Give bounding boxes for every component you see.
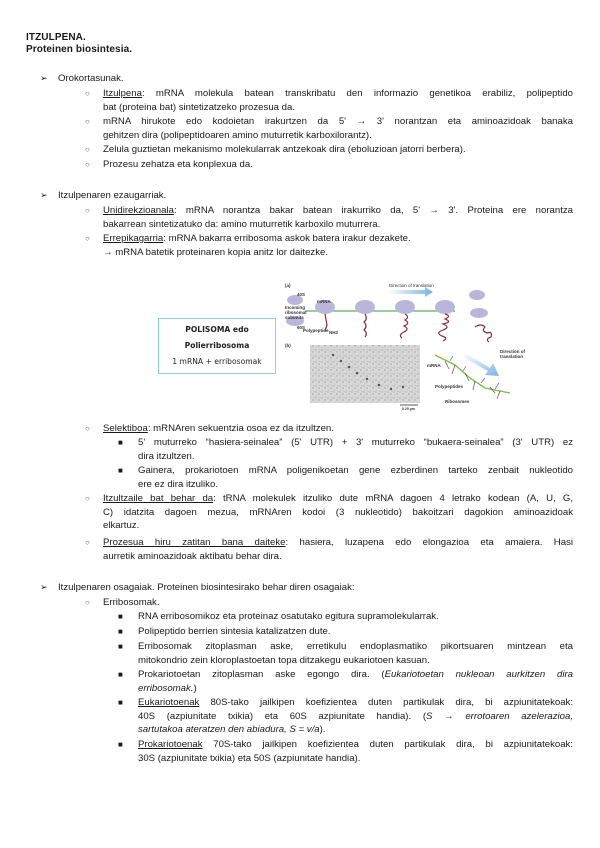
circle-bullet-icon: ○	[85, 234, 90, 243]
term: Errepikagarria	[103, 233, 164, 244]
term: Eukariotoenak	[138, 697, 200, 708]
sub-list-item: ■ 5' muturreko “hasiera-seinalea” (5' UTR) + 3' muturreko “bukaera-seinalea” (3' UTR) ez dira itzultzen.	[118, 437, 573, 462]
document-title: ITZULPENA.	[26, 32, 86, 43]
list-item: ○ mRNA hirukote edo kodoietan irakurtzen da 5' → 3' norantzan eta aminoazidoak banaka gehitzen dira (polipeptidoaren amino muturretik karboxilorantz).	[85, 116, 573, 141]
list-item: ○ Errepikagarria: mRNA bakarra erribosoma askok batera irakur dezakete. → mRNA batetik proteinaren kopia anitz lor daitezke.	[85, 233, 411, 258]
square-bullet-icon: ■	[118, 466, 123, 475]
circle-bullet-icon: ○	[85, 160, 90, 169]
circle-bullet-icon: ○	[85, 89, 90, 98]
square-bullet-icon: ■	[118, 612, 123, 621]
polisoma-callout-box: POLISOMA edo Polierribosoma 1 mRNA + erribosomak	[158, 318, 276, 374]
sub-list-item: ■ Erribosomak zitoplasman aske, erretikulu endoplasmatiko pikortsuaren mintzean eta mitokondrio zein kloroplastoetan topa ditzakegu eukariotoen kasuan.	[118, 641, 573, 666]
sub-list-item: ■ RNA erribosomikoz eta proteinaz osatutako egitura supramolekularrak.	[118, 611, 439, 622]
arrowhead-bullet-icon: ➢	[40, 190, 48, 200]
list-item: ○ Zelula guztietan mekanismo molekularrak antzekoak dira (eboluzioan jatorri berbera).	[85, 144, 466, 155]
circle-bullet-icon: ○	[85, 145, 90, 154]
square-bullet-icon: ■	[118, 740, 123, 749]
term: Prozesua hiru zatitan bana daiteke	[103, 537, 286, 548]
list-item: ○ Selektiboa: mRNAren sekuentzia osoa ez da itzultzen.	[85, 423, 334, 434]
term: Itzulpena	[103, 88, 142, 99]
list-item: ○ Erribosomak.	[85, 597, 160, 608]
document-subtitle: Proteinen biosintesia.	[26, 44, 133, 55]
sub-list-item: ■ Prokariotoenak 70S-tako jailkipen koefizientea duten partikulak dira, bi azpiunitatekoak: 30S (azpiunitate txikia) eta 50S (azpiunitate handia).	[118, 739, 573, 764]
square-bullet-icon: ■	[118, 642, 123, 651]
sub-list-item: ■ Eukariotoenak 80S-tako jailkipen koefizientea duten partikulak dira, bi azpiunitatekoak: 40S (azpiunitate txikia) eta 60S azpiunitate handia). (S → errotoaren azelerazioa, sartutakoa ateratzen den abiadura, S = v/a).	[118, 697, 574, 735]
term: Unidirekzioanala	[103, 205, 174, 216]
list-item: ○ Prozesua hiru zatitan bana daiteke: hasiera, luzapena edo elongazioa eta amaiera. Hasi aurretik aminoazidoak aktibatu behar dira.	[85, 537, 573, 562]
square-bullet-icon: ■	[118, 627, 123, 636]
circle-bullet-icon: ○	[85, 117, 90, 126]
list-item: ○ Itzulpena: mRNA molekula batean transkribatu den informazio genetikoa erabiliz, polipeptido bat (proteina bat) sintetizatzeko prozesua da.	[85, 88, 573, 113]
arrowhead-bullet-icon: ➢	[40, 582, 48, 592]
list-item: ○ Itzultzaile bat behar da: tRNA molekulek itzuliko dute mRNA dagoen 4 letrako kodean (A, U, G, C) idatzita dagoen mezua, mRNAren kodoi (3 nukleotido) bakoitzari dagokion aminoazidoak elkartuz.	[85, 493, 573, 531]
square-bullet-icon: ■	[118, 438, 123, 447]
circle-bullet-icon: ○	[85, 206, 90, 215]
circle-bullet-icon: ○	[85, 424, 90, 433]
sub-list-item: ■ Prokariotoetan zitoplasman aske egongo dira. (Eukariotoetan nukleoan aurkitzen dira erribosomak.)	[118, 669, 573, 694]
circle-bullet-icon: ○	[85, 598, 90, 607]
term: Prokariotoenak	[138, 739, 203, 750]
polysome-figure: (a) Direction of translation 40S Incoming ribosomal subunits 60S mRNA Polypeptide NH2 (b) Direction of translation mRNA Polypeptides Ribosomes 0.25 µm	[285, 283, 585, 408]
list-item: ○ Unidirekzioanala: mRNA norantza bakar batean irakurriko da, 5' → 3'. Proteina ere norantza bakarrean sintetizatuko da: amino muturretik karboxilo muturrera.	[85, 205, 573, 230]
circle-bullet-icon: ○	[85, 538, 90, 547]
term: Selektiboa	[103, 423, 148, 434]
sub-list-item: ■ Polipeptido berrien sintesia katalizatzen dute.	[118, 626, 331, 637]
circle-bullet-icon: ○	[85, 494, 90, 503]
sub-list-item: ■ Gainera, prokariotoen mRNA poligenikoetan gene ezberdinen tarteko zenbait nukleotido ere ez dira itzuliko.	[118, 465, 573, 490]
document-page: ITZULPENA. Proteinen biosintesia. ➢ Orokortasunak. ○ Itzulpena: mRNA molekula batean transkribatu den informazio genetikoa erabiliz, polipeptido bat (proteina bat) sintetizatzeko prozesua da. ○ mRNA hirukote edo kodoietan irakurtzen da 5' → 3' norantzan eta aminoazidoak banaka gehitzen dira (polipeptidoaren amino muturretik karboxilorantz). ○ Zelula guztietan mekanismo molekularrak antzekoak dira (eboluzioan jatorri berbera). ○ Prozesu zehatza eta konplexua da. ➢ Itzulpenaren ezaugarriak. ○ Unidirekzioanala: mRNA norantza bakar batean irakurriko da, 5' → 3'. Proteina ere norantza bakarrean sintetizatuko da: amino muturretik karboxilo muturrera. ○ Errepikagarria: mRNA bakarra erribosoma askok batera irakur dezakete. → mRNA batetik proteinaren kopia anitz lor daitezke. POLISOMA edo Polierribosoma 1 mRNA + erribosomak (a) Direction of translation 40S Incoming ribosomal subunits 60S mRNA Polypeptide NH2 (b) Direction of translation mRNA Polypeptides Ribosomes 0.25 µm ○ Selektiboa: mRNAren sekuentzia osoa ez da itzultzen. ■ 5' muturreko “hasiera-seinalea” (5' UTR) + 3' muturreko “bukaera-seinalea” (3' UTR) ez dira itzultzen. ■ Gainera, prokariotoen mRNA poligenikoetan gene ezberdinen tarteko zenbait nukleotido ere ez dira itzuliko. ○ Itzultzaile bat behar da: tRNA molekulek itzuliko dute mRNA dagoen 4 letrako kodean (A, U, G, C) idatzita dagoen mezua, mRNAren kodoi (3 nukleotido) bakoitzari dagokion aminoazidoak elkartuz. ○ Prozesua hiru zatitan bana daiteke: hasiera, luzapena edo elongazioa eta amaiera. Hasi aurretik aminoazidoak aktibatu behar dira. ➢ Itzulpenaren osagaiak. Proteinen biosintesirako behar diren osagaiak: ○ Erribosomak. ■ RNA erribosomikoz eta proteinaz osatutako egitura supramolekularrak. ■ Polipeptido berrien sintesia katalizatzen dute. ■ Erribosomak zitoplasman aske, erretikulu endoplasmatiko pikortsuaren mintzean eta mitokondrio zein kloroplastoetan topa ditzakegu eukariotoen kasuan. ■ Prokariotoetan zitoplasman aske egongo dira. (Eukariotoetan nukleoan aurkitzen dira erribosomak.) ■ Eukariotoenak 80S-tako jailkipen koefizientea duten partikulak dira, bi azpiunitatekoak: 40S (azpiunitate txikia) eta 60S azpiunitate handia). (S → errotoaren azelerazioa, sartutakoa ateratzen den abiadura, S = v/a). ■ Prokariotoenak 70S-tako jailkipen koefizientea duten partikulak dira, bi azpiunitatekoak: 30S (azpiunitate txikia) eta 50S (azpiunitate handia).	[0, 0, 600, 848]
arrowhead-bullet-icon: ➢	[40, 73, 48, 83]
square-bullet-icon: ■	[118, 670, 123, 679]
list-item: ○ Prozesu zehatza eta konplexua da.	[85, 159, 253, 170]
term: Itzultzaile bat behar da	[103, 493, 214, 504]
square-bullet-icon: ■	[118, 698, 123, 707]
